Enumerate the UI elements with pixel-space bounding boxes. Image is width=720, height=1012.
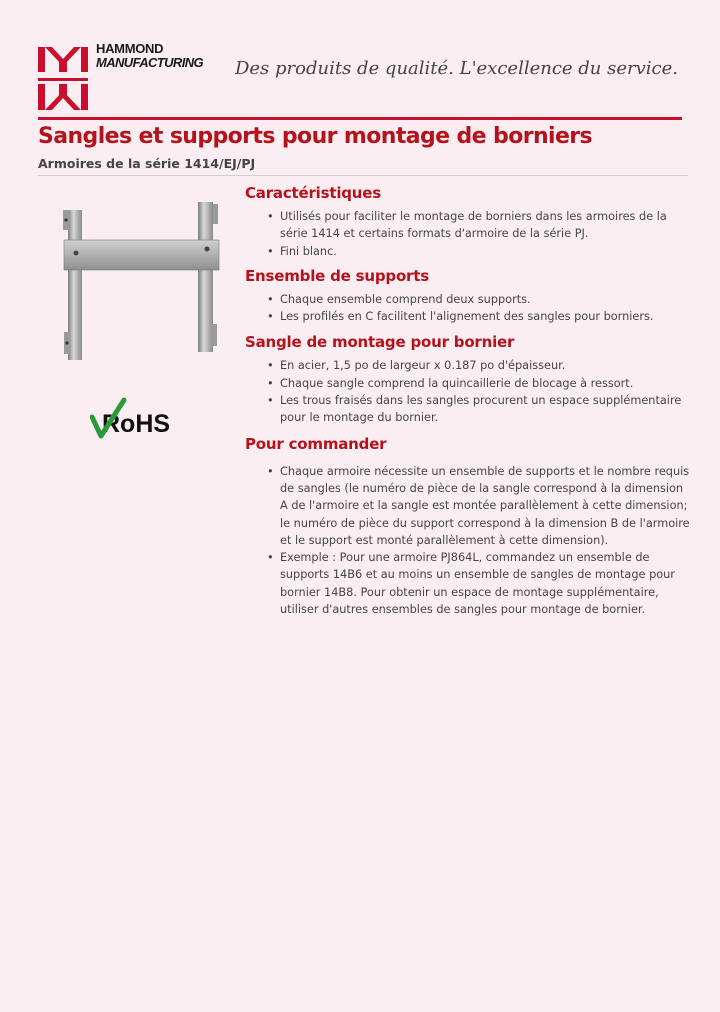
bullet-list [245,357,690,426]
list-item: • Chaque armoire nécessite un ensemble de supports et le nombre requis de sangles (le numéro de pièce de la sangle correspond à la dimension A de l'armoire et la sangle est montée parallèlement à cette dimension; le numéro de pièce du support correspond à la dimension B de l'armoire et le support est monté parallèlement à cette dimension). [280,463,690,549]
product-image [58,196,226,366]
list-item: • Les trous fraisés dans les sangles procurent un espace supplémentaire pour le montage du bornier. [280,392,690,427]
section-heading: Sangle de montage pour bornier [245,333,515,352]
brand-line1: HAMMOND [96,41,164,56]
page-subtitle: Armoires de la série 1414/EJ/PJ [38,156,256,171]
list-item: • Utilisés pour faciliter le montage de borniers dans les armoires de la série 1414 et certains formats d'armoire de la série PJ. [280,208,690,243]
section-caracteristiques [245,184,690,260]
rohs-badge [90,395,190,445]
brand-name [96,42,203,70]
bullet-list [245,208,690,260]
title-divider [38,175,688,176]
header-divider [38,117,682,120]
section-ensemble-supports [245,267,690,326]
bullet-list [245,463,690,619]
list-item: • Les profilés en C facilitent l'alignement des sangles pour borniers. [280,308,690,325]
rohs-label: RoHS [102,410,171,438]
page-title: Sangles et supports pour montage de borniers [38,124,593,149]
hammond-logo-icon [38,42,88,112]
section-heading: Ensemble de supports [245,266,429,285]
list-item: • En acier, 1,5 po de largeur x 0.187 po d'épaisseur. [280,357,690,374]
bullet-list [245,291,690,326]
section-sangle-montage [245,333,690,426]
list-item: • Exemple : Pour une armoire PJ864L, commandez un ensemble de supports 14B6 et au moins un ensemble de sangles de montage pour bornier 14B8. Pour obtenir un espace de montage supplémentaire, utiliser d'autres ensembles de sangles pour montage de bornier. [280,549,690,618]
content-column [245,184,690,623]
list-item: • Chaque ensemble comprend deux supports. [280,291,690,308]
section-heading: Caractéristiques [245,184,381,202]
section-heading: Pour commander [245,434,387,453]
brand-line2: MANUFACTURING [96,55,204,70]
section-pour-commander [245,435,690,619]
list-item: • Fini blanc. [280,243,690,260]
tagline: Des produits de qualité. L'excellence du service. [234,58,678,79]
list-item: • Chaque sangle comprend la quincaillerie de blocage à ressort. [280,375,690,392]
